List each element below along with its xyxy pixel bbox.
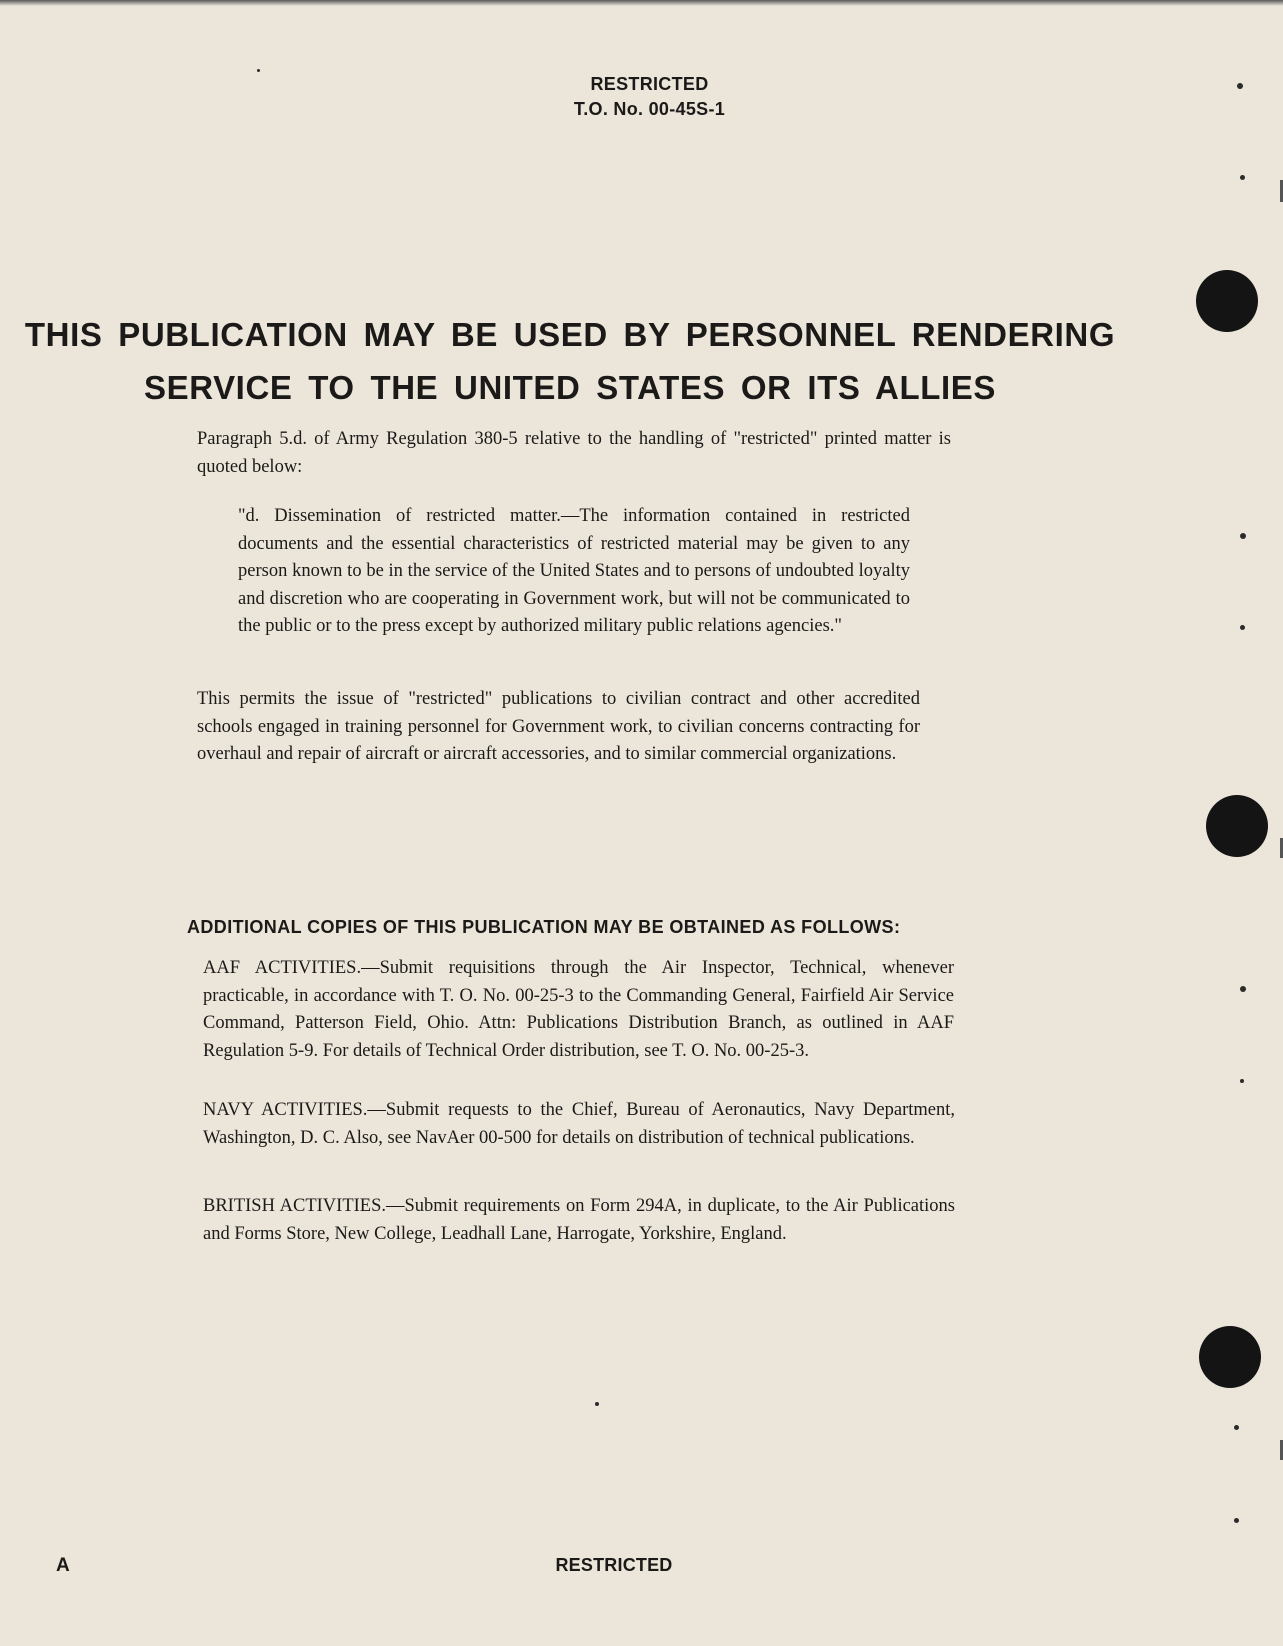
- navy-activities-paragraph: NAVY ACTIVITIES.—Submit requests to the Chief, Bureau of Aeronautics, Navy Department, Washington, D. C. Also, see NavAer 00-500 for details on distribution of technical publications.: [203, 1100, 955, 1148]
- header-document-number: T.O. No. 00-45S-1: [573, 99, 726, 119]
- scan-speck: [1240, 986, 1246, 992]
- binder-hole-bottom: [1199, 1326, 1261, 1388]
- scan-speck: [257, 69, 260, 72]
- headline-line-2: SERVICE TO THE UNITED STATES OR ITS ALLIES: [144, 369, 996, 406]
- scan-speck: [1240, 533, 1246, 539]
- additional-copies-heading: ADDITIONAL COPIES OF THIS PUBLICATION MAY BE OBTAINED AS FOLLOWS:: [187, 917, 901, 937]
- scan-speck: [1234, 1518, 1239, 1523]
- headline: [0, 308, 1140, 414]
- scan-speck: [1240, 1079, 1244, 1083]
- scan-speck: [1240, 625, 1245, 630]
- page-letter: A: [56, 1555, 70, 1576]
- headline-line-1: THIS PUBLICATION MAY BE USED BY PERSONNEL RENDERING: [24, 316, 1116, 353]
- intro-paragraph: Paragraph 5.d. of Army Regulation 380-5 relative to the handling of "restricted" printed matter is quoted below:: [197, 429, 951, 477]
- scan-speck: [1240, 175, 1245, 180]
- footer-classification: RESTRICTED: [555, 1555, 673, 1575]
- binder-hole-middle: [1206, 795, 1268, 857]
- scan-speck: [1234, 1425, 1239, 1430]
- scan-edge-shadow: [0, 0, 1283, 6]
- scan-speck: [595, 1402, 599, 1406]
- page-header: [0, 72, 1283, 122]
- scan-speck: [1237, 83, 1243, 89]
- header-classification: RESTRICTED: [590, 74, 709, 94]
- permits-paragraph: This permits the issue of "restricted" publications to civilian contract and other accredited schools engaged in training personnel for Government work, to civilian concerns contracting for overhaul and repair of aircraft or aircraft accessories, and to similar commercial organizations.: [197, 689, 920, 764]
- binder-hole-top: [1196, 270, 1258, 332]
- british-activities-paragraph: BRITISH ACTIVITIES.—Submit requirements on Form 294A, in duplicate, to the Air Publications and Forms Store, New College, Leadhall Lane, Harrogate, Yorkshire, England.: [203, 1196, 955, 1244]
- quoted-regulation: "d. Dissemination of restricted matter.—The information contained in restricted documents and the essential characteristics of restricted material may be given to any person known to be in the service of the United States and to persons of undoubted loyalty and discretion who are cooperating in Government work, but will not be communicated to the public or to the press except by authorized military public relations agencies.": [238, 506, 910, 636]
- aaf-activities-paragraph: AAF ACTIVITIES.—Submit requisitions through the Air Inspector, Technical, whenever practicable, in accordance with T. O. No. 00-25-3 to the Commanding General, Fairfield Air Service Command, Patterson Field, Ohio. Attn: Publications Distribution Branch, as outlined in AAF Regulation 5-9. For details of Technical Order distribution, see T. O. No. 00-25-3.: [203, 958, 954, 1061]
